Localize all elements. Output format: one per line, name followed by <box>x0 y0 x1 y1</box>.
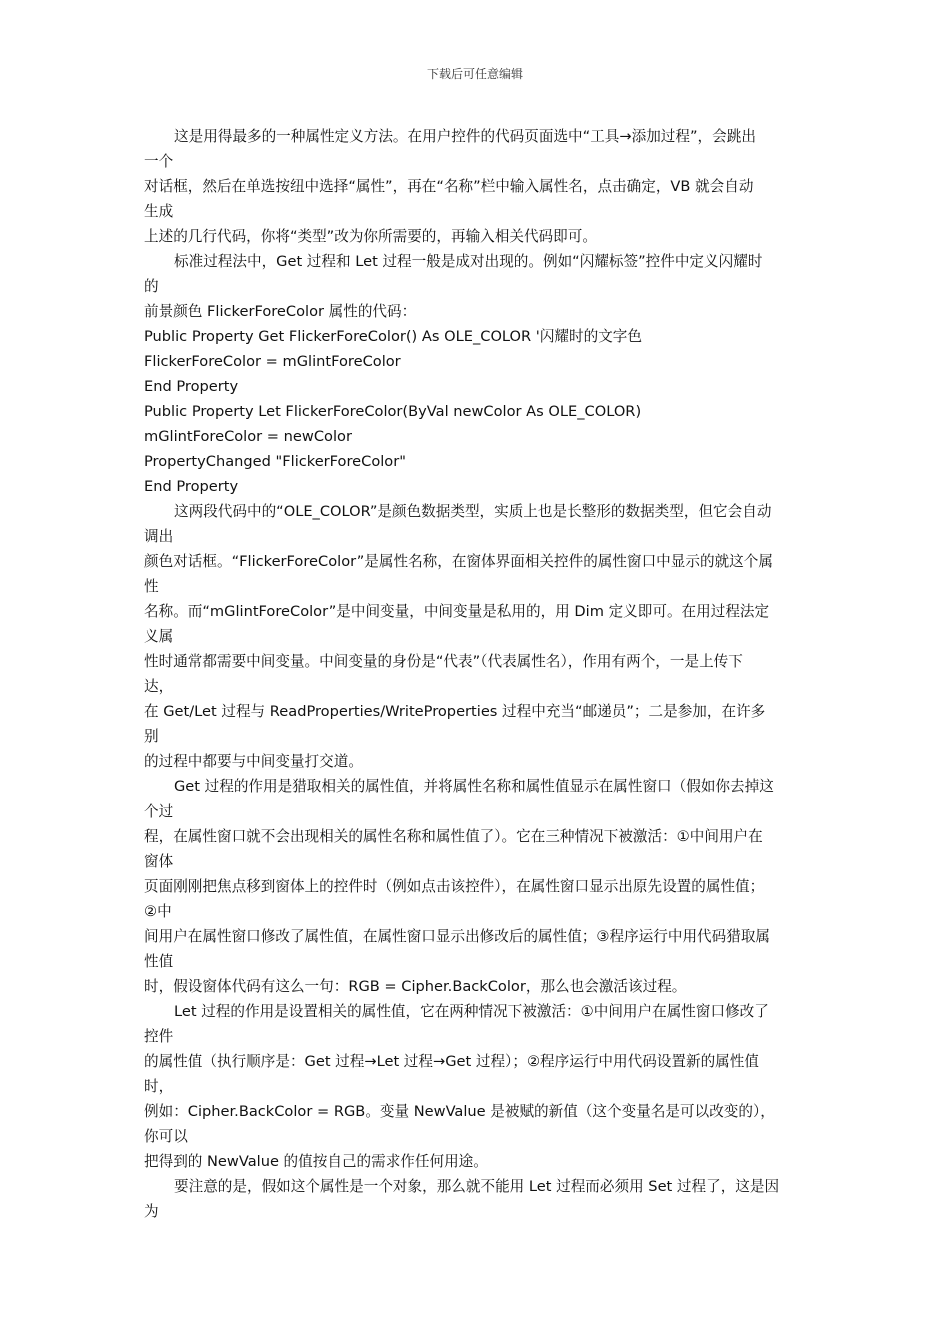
text-line: 对话框，然后在单选按纽中选择“属性”，再在“名称”栏中输入属性名，点击确定，VB 就会自动 <box>144 178 754 195</box>
text-line: 把得到的 NewValue 的值按自己的需求作任何用途。 <box>144 1153 488 1170</box>
text-line: 达， <box>144 678 174 695</box>
text-line: 时，假设窗体代码有这么一句：RGB = Cipher.BackColor，那么也会激活该过程。 <box>144 978 687 995</box>
text-line: 义属 <box>144 628 174 645</box>
text-line: mGlintForeColor = newColor <box>144 428 352 445</box>
text-line: End Property <box>144 378 239 395</box>
paragraph-first-line: Let 过程的作用是设置相关的属性值，它在两种情况下被激活：①中间用户在属性窗口修改了 <box>174 1003 769 1020</box>
text-line: FlickerForeColor = mGlintForeColor <box>144 353 401 370</box>
text-line: 为 <box>144 1203 159 1220</box>
text-line: 例如：Cipher.BackColor = RGB。变量 NewValue 是被赋的新值（这个变量名是可以改变的）， <box>144 1103 775 1120</box>
document-body <box>144 124 810 1224</box>
paragraph-first-line: 这两段代码中的“OLE_COLOR”是颜色数据类型，实质上也是长整形的数据类型，但它会自动 <box>174 503 772 520</box>
text-line: ②中 <box>144 903 172 920</box>
text-line: 一个 <box>144 153 174 170</box>
text-line: 的 <box>144 278 159 295</box>
text-line: 的属性值（执行顺序是：Get 过程→Let 过程→Get 过程）；②程序运行中用代码设置新的属性值 <box>144 1053 759 1070</box>
text-line: 个过 <box>144 803 174 820</box>
text-line: 前景颜色 FlickerForeColor 属性的代码： <box>144 303 417 320</box>
paragraph-first-line: 这是用得最多的一种属性定义方法。在用户控件的代码页面选中“工具→添加过程”，会跳出 <box>174 128 756 145</box>
text-line: 你可以 <box>144 1128 188 1145</box>
paragraph-first-line: 要注意的是，假如这个属性是一个对象，那么就不能用 Let 过程而必须用 Set 过程了，这是因 <box>174 1178 780 1195</box>
text-line: 颜色对话框。“FlickerForeColor”是属性名称，在窗体界面相关控件的属性窗口中显示的就这个属 <box>144 553 773 570</box>
text-line: 间用户在属性窗口修改了属性值，在属性窗口显示出修改后的属性值；③程序运行中用代码猎取属 <box>144 928 771 945</box>
text-line: 性值 <box>144 953 174 970</box>
page-header: 下载后可任意编辑 <box>426 67 523 81</box>
paragraph-first-line: 标准过程法中，Get 过程和 Let 过程一般是成对出现的。例如“闪耀标签”控件中定义闪耀时 <box>174 253 763 270</box>
text-line: PropertyChanged "FlickerForeColor" <box>144 453 406 470</box>
text-line: End Property <box>144 478 239 495</box>
text-line: 别 <box>144 728 159 745</box>
text-line: 性 <box>144 578 159 595</box>
paragraph-first-line: Get 过程的作用是猎取相关的属性值，并将属性名称和属性值显示在属性窗口（假如你去掉这 <box>174 778 774 795</box>
text-line: 生成 <box>144 203 174 220</box>
text-line: 控件 <box>144 1028 174 1045</box>
text-line: 时， <box>144 1078 174 1095</box>
text-line: 页面刚刚把焦点移到窗体上的控件时（例如点击该控件），在属性窗口显示出原先设置的属性值； <box>144 878 765 895</box>
text-line: 窗体 <box>144 853 174 870</box>
text-line: 上述的几行代码，你将“类型”改为你所需要的，再输入相关代码即可。 <box>144 228 597 245</box>
text-line: Public Property Get FlickerForeColor() As OLE_COLOR '闪耀时的文字色 <box>144 328 642 345</box>
text-line: 程，在属性窗口就不会出现相关的属性名称和属性值了）。它在三种情况下被激活：①中间用户在 <box>144 828 763 845</box>
text-line: 名称。而“mGlintForeColor”是中间变量，中间变量是私用的，用 Dim 定义即可。在用过程法定 <box>144 603 770 620</box>
text-line: 调出 <box>144 528 174 545</box>
text-line: 的过程中都要与中间变量打交道。 <box>144 753 363 770</box>
text-line: 在 Get/Let 过程与 ReadProperties/WriteProperties 过程中充当“邮递员”；二是参加，在许多 <box>144 703 766 720</box>
text-line: 性时通常都需要中间变量。中间变量的身份是“代表”（代表属性名），作用有两个，一是上传下 <box>144 653 743 670</box>
text-line: Public Property Let FlickerForeColor(ByVal newColor As OLE_COLOR) <box>144 403 642 420</box>
